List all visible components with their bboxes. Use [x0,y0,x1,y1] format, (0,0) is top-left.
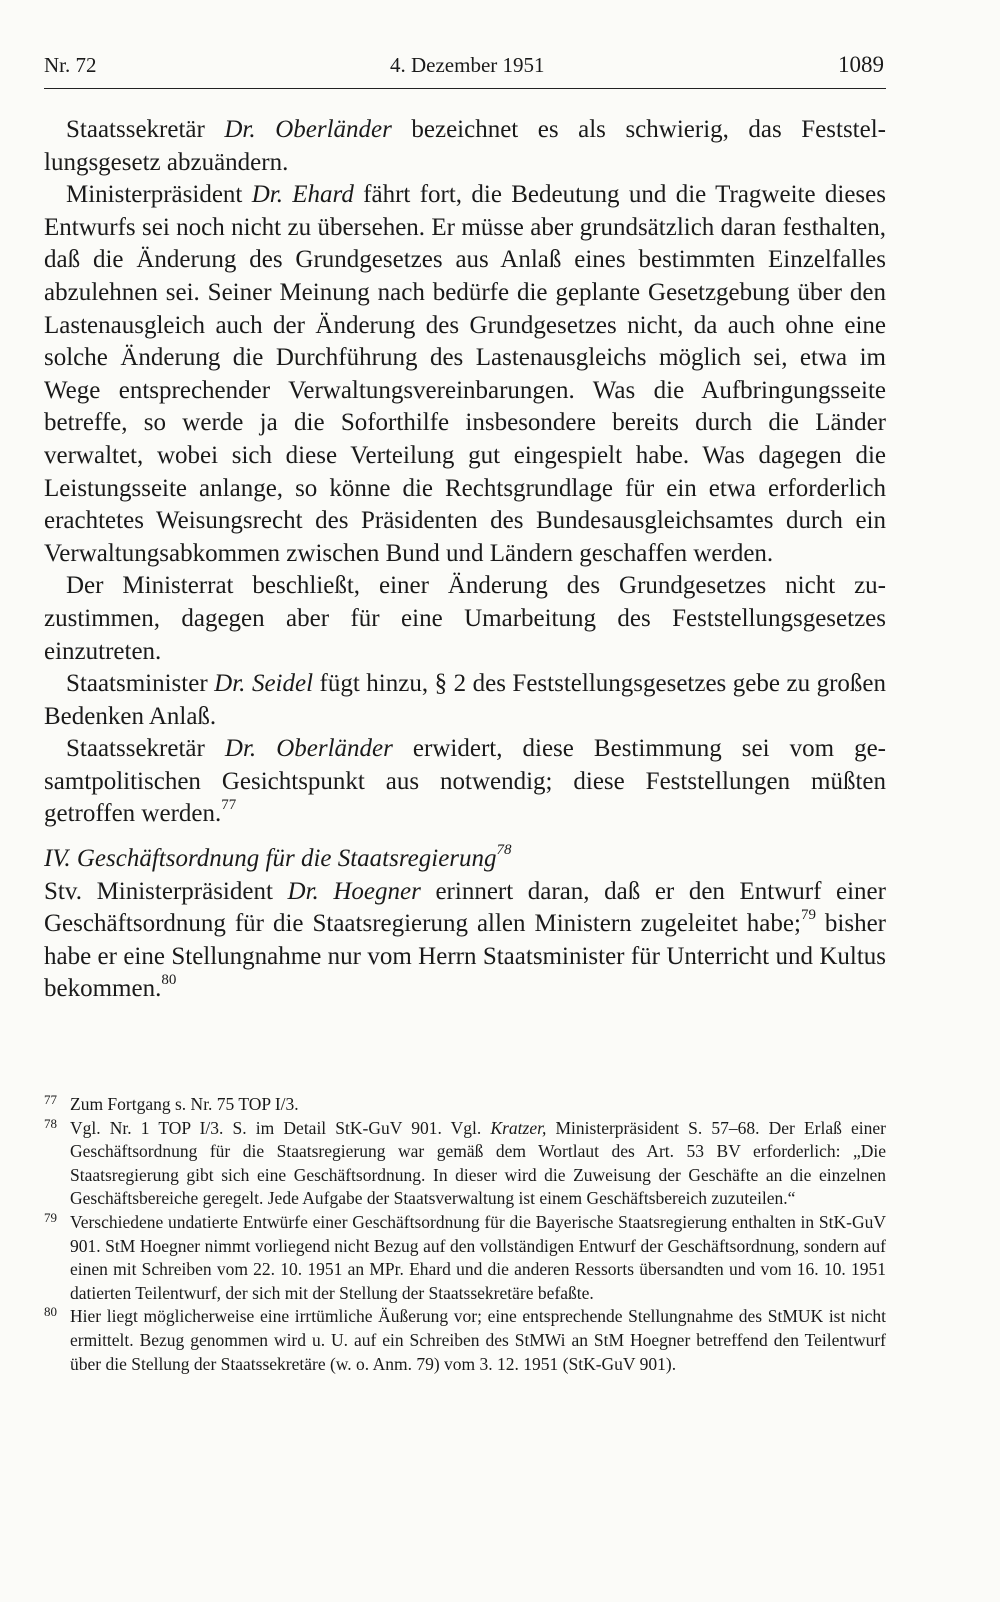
header-rule [44,88,886,89]
page-number: 1089 [838,52,884,77]
footnotes [44,1093,886,1376]
issue-number: Nr. 72 [44,53,97,77]
paragraph-6: Stv. Ministerpräsident Dr. Hoegner erinnert daran, daß er den Entwurf einer Geschäftsordnung für die Staatsregierung allen Ministern zugeleitet habe;$^{79}$ bisher habe er eine Stellungnahme nur vom Herrn Staatsminister für Unterricht und Kultus bekommen.$^{80}$ [44,877,886,1003]
footnote-ref-80: 80 [161,972,177,989]
paragraph-2: Ministerpräsident Dr. Ehard fährt fort, die Bedeutung und die Tragweite dieses Entwurfs sei noch nicht zu übersehen. Er müsse aber grundsätzlich daran festhalten, daß die Änderung des Grundgesetzes aus Anlaß eines bestimmten Einzelfalles abzulehnen sei. Seiner Meinung nach bedürfe die geplante Gesetzgebung über den Lastenausgleich auch der Änderung des Grundgesetzes nicht, da auch ohne eine solche Änderung die Durchführung des Lastenausgleichs möglich sei, etwa im Wege entsprechender Verwaltungsvereinbarungen. Was die Aufbringungsseite betreffe, so werde ja die Soforthilfe insbesondere bereits durch die Länder verwaltet, wobei sich diese Verteilung gut eingespielt habe. Was dagegen die Leistungsseite anlange, so könne die Rechtsgrundlage für ein etwa erforderlich erachtetes Weisungsrecht des Präsidenten des Bundesausgleichsamtes durch ein Verwaltungsabkommen zwischen Bund und Ländern geschaffen werden. [44,181,886,567]
header-date: 4. Dezember 1951 [389,53,545,77]
footnote-ref-77: 77 [221,797,237,814]
paragraph-3: Der Ministerrat beschließt, einer Änderung des Grundgesetzes nicht zuzustimmen, dagegen aber für eine Umarbeitung des Feststellungsgesetzes einzutreten. [44,572,886,665]
section-heading: IV. Geschäftsordnung für die Staatsregierung$^{78}$ [44,841,512,873]
footnote-79: 79 Verschiedene undatierte Entwürfe einer Geschäftsordnung für die Bayerische Staatsregierung enthalten in StK-GuV 901. StM Hoegner nimmt vorliegend nicht Bezug auf den vollständigen Entwurf der Geschäftsordnung, sondern auf einen mit Schreiben vom 22. 10. 1951 an MPr. Ehard und die anderen Ressorts übersandten und vom 16. 10. 1951 datierten Teilentwurf, der sich mit der Stellung der Staatssekretäre befaßte. [44,1209,886,1303]
footnote-ref-78: 78 [496,841,512,858]
footnote-ref-79: 79 [800,906,816,923]
footnote-78: 78 Vgl. Nr. 1 TOP I/3. S. im Detail StK-GuV 901. Vgl. Kratzer, Ministerpräsident S. 57–68. Der Erlaß einer Geschäftsordnung für die Staatsregierung war gemäß dem Wortlaut des Art. 53 BV erforderlich: „Die Staatsregierung gibt sich eine Geschäftsordnung. In dieser wird die Zuweisung der Geschäfte an die einzelnen Geschäftsbereiche geregelt. Jede Aufgabe der Staatsverwaltung ist einem Geschäftsbereich zuzuteilen.“ [44,1115,886,1209]
footnote-77: 77 Zum Fortgang s. Nr. 75 TOP I/3. [44,1092,299,1114]
main-text [44,114,886,1006]
paragraph-5: Staatssekretär Dr. Oberländer erwidert, diese Bestimmung sei vom gesamtpolitischen Gesichtspunkt aus notwendig; diese Feststellungen müßten getroffen werden.$^{77}$ [44,735,886,828]
paragraph-4: Staatsminister Dr. Seidel fügt hinzu, § 2 des Feststellungsgesetzes gebe zu großen Bedenken Anlaß. [44,670,887,730]
paragraph-1: Staatssekretär Dr. Oberländer bezeichnet es als schwierig, das Feststellungsgesetz abzuändern. [44,116,886,176]
footnote-80: 80 Hier liegt möglicherweise eine irrtümliche Äußerung vor; eine entsprechende Stellungnahme des StMUK ist nicht ermittelt. Bezug genommen wird u. U. auf ein Schreiben des StMWi an StM Hoegner betreffend den Teilentwurf über die Stellung der Staatssekretäre (w. o. Anm. 79) vom 3. 12. 1951 (StK-GuV 901). [44,1304,886,1374]
running-header [44,52,884,78]
